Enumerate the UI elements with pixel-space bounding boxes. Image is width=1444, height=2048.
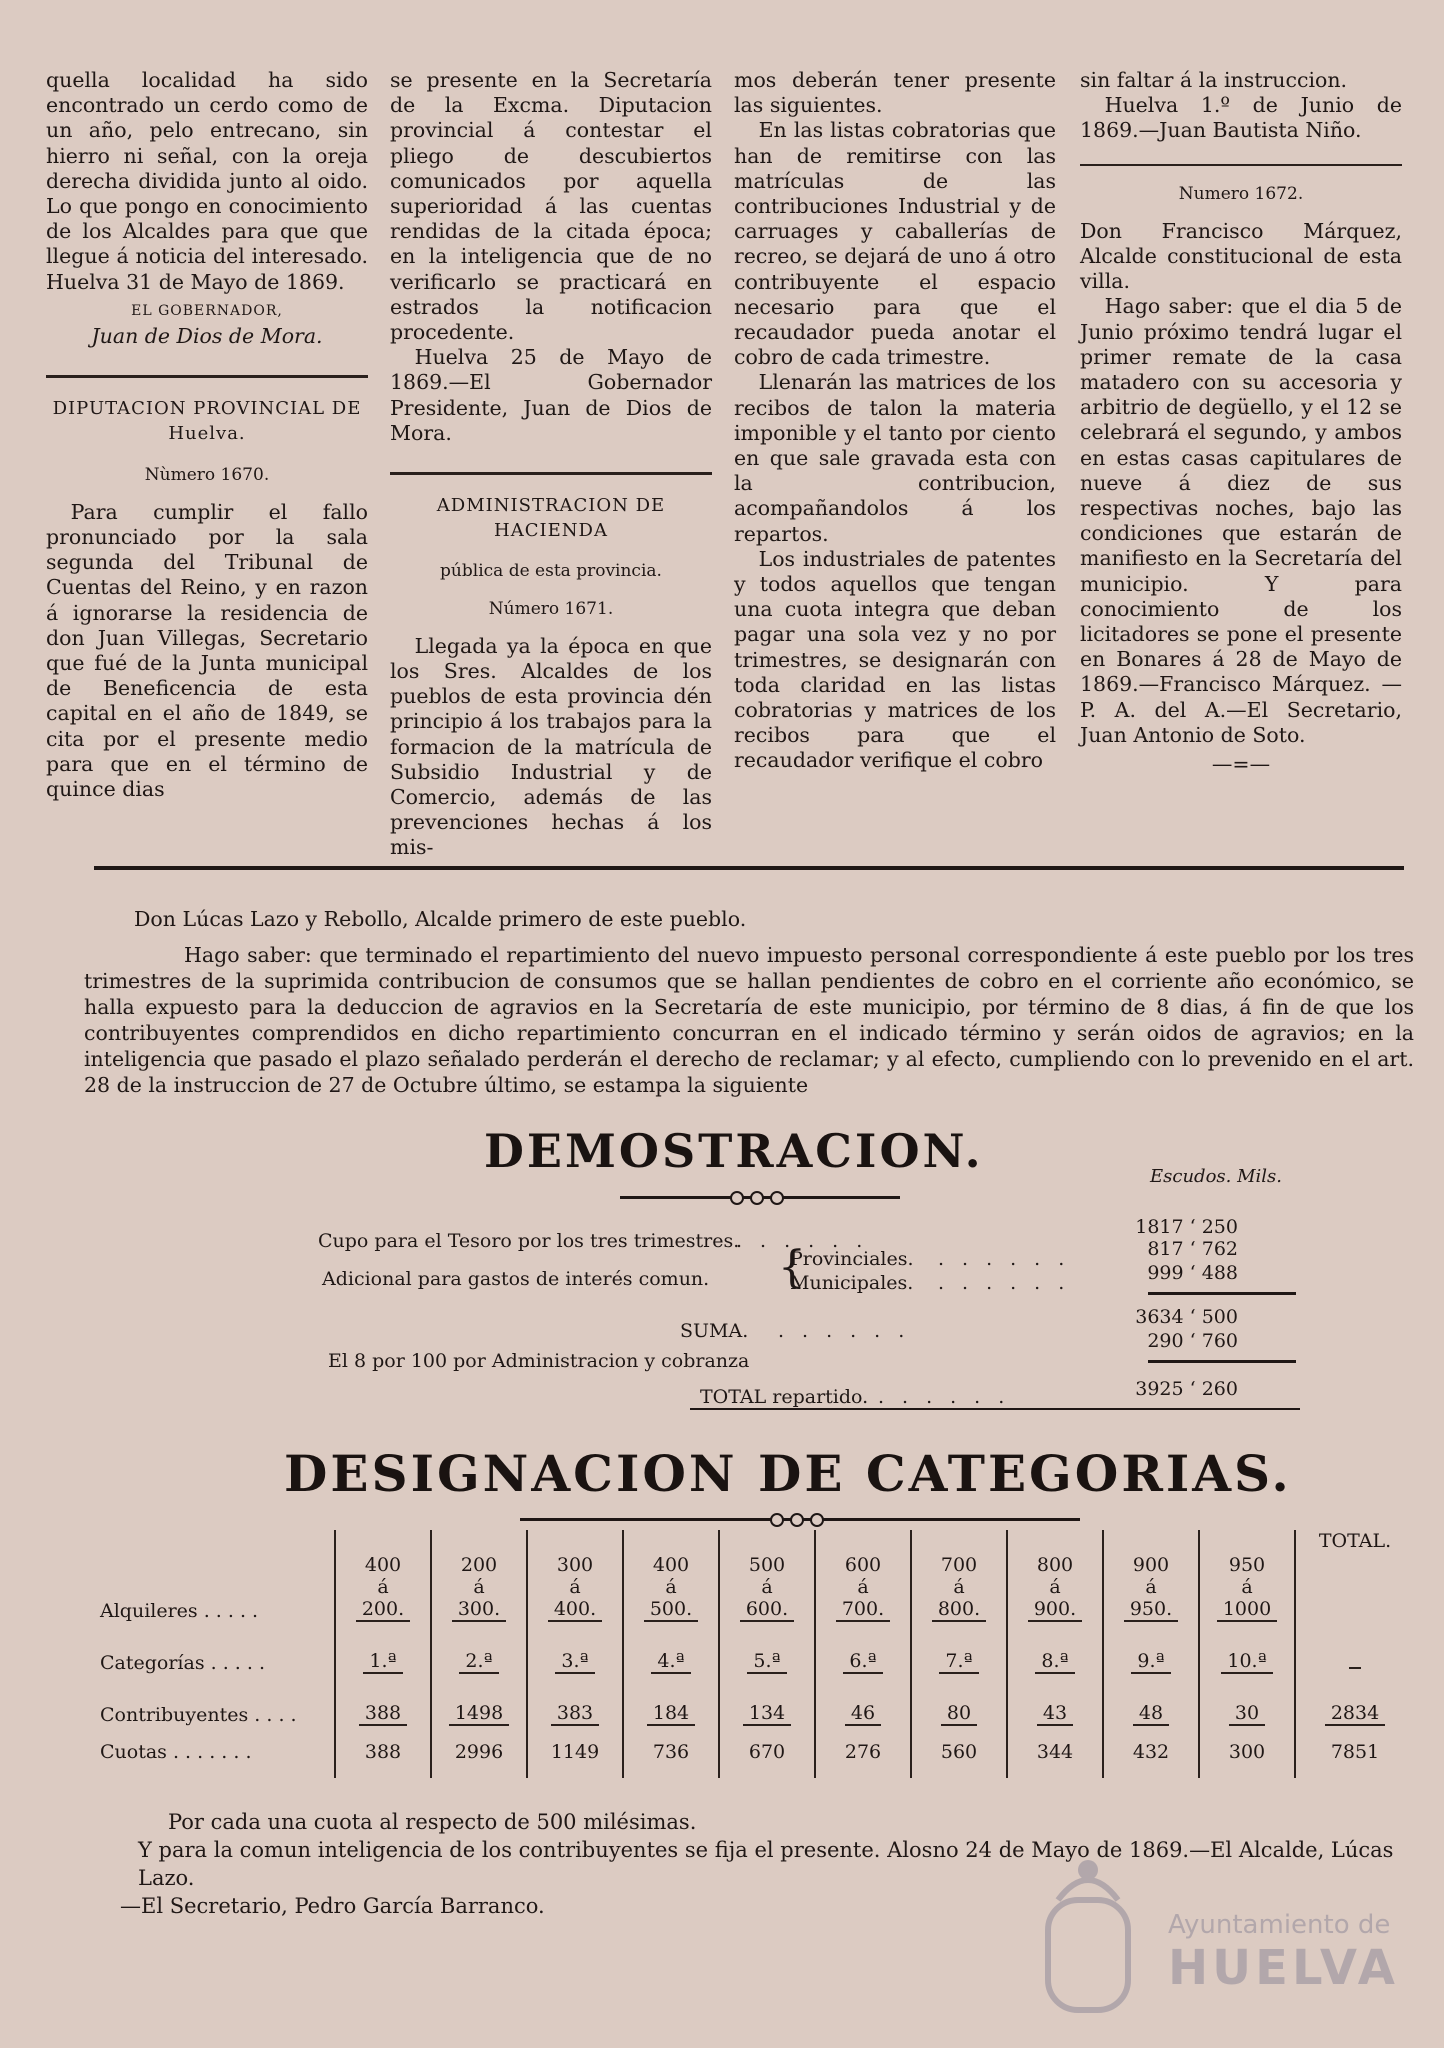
- category-value: 2.ª: [459, 1650, 498, 1674]
- row-total-dots: ......: [878, 1386, 1023, 1408]
- cuotas-total: 7851: [1295, 1726, 1414, 1778]
- range-a: á: [1145, 1576, 1157, 1598]
- contribuyentes-value: 184: [647, 1702, 695, 1726]
- contribuyentes-value: 383: [551, 1702, 599, 1726]
- contribuyentes-value: 134: [743, 1702, 791, 1726]
- units-header: Escudos. Mils.: [1150, 1166, 1282, 1187]
- range-cell: [335, 1530, 431, 1622]
- col4-paragraph-3: Don Francisco Márquez, Alcalde constitucional de esta villa.: [1080, 218, 1402, 294]
- range-from: 400: [364, 1554, 402, 1576]
- watermark-line-2: HUELVA: [1168, 1940, 1399, 1996]
- col1-number: Nùmero 1670.: [144, 464, 270, 485]
- col4-number: Numero 1672.: [1178, 183, 1304, 204]
- column-3: [734, 68, 1056, 774]
- row-municipales-value: 999 ‘ 488: [1147, 1262, 1238, 1284]
- range-to: 300.: [452, 1598, 506, 1622]
- col1-paragraph-1: quella localidad ha sido encontrado un cerdo como de un año, pelo entrecano, sin hierro ni señal, con la oreja derecha dividida junto al oido. Lo que pongo en conocimiento de los Alcaldes para que que llegue á noticia del interesado. Huelva 31 de Mayo de 1869.: [46, 68, 368, 294]
- category-cell: [335, 1622, 431, 1674]
- col1-signature-name: Juan de Dios de Mora.: [91, 324, 323, 349]
- row-municipales-label: Municipales.: [790, 1272, 914, 1294]
- footer-line-3: —El Secretario, Pedro García Barranco.: [120, 1894, 545, 1918]
- col1-paragraph-2: Para cumplir el fallo pronunciado por la sala segunda del Tribunal de Cuentas del Reino, y en razon á ignorarse la residencia de don Juan Villegas, Secretario que fué de la Junta municipal de Beneficencia de esta capital en el año de 1849, se cita por el presente medio para que en el término de quince dias: [46, 499, 368, 802]
- contribuyentes-cell: [335, 1674, 431, 1726]
- category-value: 7.ª: [939, 1650, 978, 1674]
- contribuyentes-cell: [1103, 1674, 1199, 1726]
- range-to: 400.: [548, 1598, 602, 1622]
- watermark-line-1: Ayuntamiento de: [1168, 1910, 1391, 1940]
- range-cell: [1103, 1530, 1199, 1622]
- col3-paragraph-1: mos deberán tener presente las siguientes.: [734, 68, 1056, 118]
- contribuyentes-cell: [623, 1674, 719, 1726]
- categorias-table: [96, 1530, 1414, 1778]
- demostracion-ornament: [620, 1196, 900, 1199]
- category-cell: [719, 1622, 815, 1674]
- cuotas-value: 388: [335, 1726, 431, 1778]
- range-from: 950: [1228, 1554, 1266, 1576]
- contribuyentes-value: 43: [1037, 1702, 1073, 1726]
- category-value: 6.ª: [843, 1650, 882, 1674]
- row-cupo-label: Cupo para el Tesoro por los tres trimestres.: [318, 1230, 740, 1252]
- row-alquileres: [96, 1530, 1414, 1622]
- range-cell: [911, 1530, 1007, 1622]
- category-value: 8.ª: [1035, 1650, 1074, 1674]
- row-suma-value: 3634 ‘ 500: [1135, 1306, 1238, 1328]
- row-municipales-dots: ......: [938, 1272, 1083, 1294]
- category-cell: [431, 1622, 527, 1674]
- row-provinciales-value: 817 ‘ 762: [1147, 1238, 1238, 1260]
- contribuyentes-value: 48: [1133, 1702, 1169, 1726]
- range-a: á: [761, 1576, 773, 1598]
- contribuyentes-cell: [815, 1674, 911, 1726]
- category-value: 1.ª: [363, 1650, 402, 1674]
- col1-section-heading: DIPUTACION PROVINCIAL DE Huelva.: [52, 398, 362, 445]
- row-provinciales-label: Provinciales.: [790, 1248, 914, 1270]
- cuotas-value: 1149: [527, 1726, 623, 1778]
- range-to: 500.: [644, 1598, 698, 1622]
- row-label-categorias: Categorías . . . . .: [100, 1652, 265, 1674]
- row-label-cuotas: Cuotas . . . . . . .: [100, 1741, 252, 1763]
- range-from: 400: [652, 1554, 690, 1576]
- contribuyentes-cell: [431, 1674, 527, 1726]
- category-value: 4.ª: [651, 1650, 690, 1674]
- category-cell: [527, 1622, 623, 1674]
- notice-block: [84, 906, 1414, 1098]
- range-cell: [1007, 1530, 1103, 1622]
- contribuyentes-cell: [1007, 1674, 1103, 1726]
- notice-body: Hago saber: que terminado el repartimiento del nuevo impuesto personal correspondiente á este pueblo por los tres trimestres de la suprimida contribucion de consumos que se hallan pendientes de cobro en el corriente año económico, se halla expuesto para la deduccion de agravios en la Secretaría de este municipio, por término de 8 dias, á fin de que los contribuyentes comprendidos en dicho repartimiento concurran en el indicado término y serán oidos de agravios; en la inteligencia que pasado el plazo señalado perderán el derecho de reclamar; y al efecto, cumpliendo con lo prevenido en el art. 28 de la instruccion de 27 de Octubre último, se estampa la siguiente: [84, 943, 1414, 1097]
- category-total-blank: [1295, 1622, 1414, 1674]
- range-from: 700: [940, 1554, 978, 1576]
- range-a: á: [377, 1576, 389, 1598]
- col2-section-heading: ADMINISTRACION DE HACIENDA: [436, 495, 666, 542]
- col3-paragraph-3: Llenarán las matrices de los recibos de talon la materia imponible y el tanto por ciento en que sale gravada esta con la contribucion, acompañandolos á los repartos.: [734, 370, 1056, 546]
- sum-line: [1148, 1292, 1296, 1295]
- row-suma-dots: ......: [778, 1320, 923, 1342]
- col2-divider: [390, 472, 712, 475]
- column-2: [390, 68, 712, 861]
- demostracion-title: DEMOSTRACION.: [484, 1124, 984, 1178]
- contribuyentes-cell: [719, 1674, 815, 1726]
- category-cell: [1103, 1622, 1199, 1674]
- column-1: [46, 68, 368, 802]
- column-4: [1080, 68, 1402, 777]
- row-provinciales-dots: ......: [938, 1248, 1083, 1270]
- cuotas-value: 300: [1199, 1726, 1295, 1778]
- cuotas-value: 344: [1007, 1726, 1103, 1778]
- range-to: 600.: [740, 1598, 794, 1622]
- notice-heading: Don Lúcas Lazo y Rebollo, Alcalde primero de este pueblo.: [134, 907, 747, 931]
- range-cell: [1199, 1530, 1295, 1622]
- footer-line-1: Por cada una cuota al respecto de 500 milésimas.: [168, 1810, 697, 1834]
- col2-paragraph-3: Llegada ya la época en que los Sres. Alcaldes de los pueblos de esta provincia dén principio á los trabajos para la formacion de la matrícula de Subsidio Industrial y de Comercio, además de las prevenciones hechas á los mis-: [390, 633, 712, 860]
- category-value: 10.ª: [1221, 1650, 1272, 1674]
- col2-paragraph-1: se presente en la Secretaría de la Excma. Diputacion provincial á contestar el pliego de descubiertos comunicados por aquella superioridad á las cuentas rendidas de la citada época; en la inteligencia que de no verificarlo se practicará en estrados la notificacion procedente.: [390, 68, 712, 345]
- row-label-alquileres: Alquileres . . . . .: [100, 1600, 259, 1622]
- range-a: á: [665, 1576, 677, 1598]
- cuotas-value: 2996: [431, 1726, 527, 1778]
- range-to: 200.: [356, 1598, 410, 1622]
- contribuyentes-value: 46: [845, 1702, 881, 1726]
- category-cell: [815, 1622, 911, 1674]
- total-line: [1148, 1360, 1296, 1363]
- cuotas-value: 276: [815, 1726, 911, 1778]
- range-to: 900.: [1028, 1598, 1082, 1622]
- range-cell: [815, 1530, 911, 1622]
- range-from: 900: [1132, 1554, 1170, 1576]
- category-cell: [1007, 1622, 1103, 1674]
- section-separator: [94, 866, 1404, 870]
- range-from: 300: [556, 1554, 594, 1576]
- row-total-label: TOTAL repartido.: [700, 1386, 869, 1408]
- col4-paragraph-2: Huelva 1.º de Junio de 1869.—Juan Bautista Niño.: [1080, 93, 1402, 143]
- category-total-line: [1349, 1667, 1361, 1669]
- contribuyentes-value: 1498: [449, 1702, 509, 1726]
- range-a: á: [473, 1576, 485, 1598]
- cuotas-value: 560: [911, 1726, 1007, 1778]
- cuotas-value: 736: [623, 1726, 719, 1778]
- row-administracion-label: El 8 por 100 por Administracion y cobranza: [328, 1350, 750, 1372]
- contribuyentes-total-cell: [1295, 1674, 1414, 1726]
- row-label-contribuyentes: Contribuyentes . . . .: [100, 1704, 297, 1726]
- col2-subheading: pública de esta provincia.: [440, 561, 662, 582]
- row-categorias: [96, 1622, 1414, 1674]
- range-a: á: [569, 1576, 581, 1598]
- col4-paragraph-1: sin faltar á la instruccion.: [1080, 68, 1348, 92]
- col2-number: Número 1671.: [488, 598, 614, 619]
- row-cuotas: [96, 1726, 1414, 1778]
- col2-paragraph-2: Huelva 25 de Mayo de 1869.—El Gobernador Presidente, Juan de Dios de Mora.: [390, 345, 712, 445]
- row-cupo-value: 1817 ‘ 250: [1135, 1216, 1238, 1238]
- range-cell: [623, 1530, 719, 1622]
- row-cupo-dots: ......: [736, 1230, 881, 1252]
- total-header: TOTAL.: [1295, 1530, 1414, 1622]
- contribuyentes-cell: [1199, 1674, 1295, 1726]
- category-cell: [623, 1622, 719, 1674]
- range-from: 500: [748, 1554, 786, 1576]
- range-cell: [719, 1530, 815, 1622]
- col4-paragraph-4: Hago saber: que el dia 5 de Junio próximo tendrá lugar el primer remate de la casa matadero con su accesoria y arbitrio de degüello, y el 12 se celebrará el segundo, y ambos en estas casas capitulares de nueve á diez de sus respectivas noches, bajo las condiciones que estarán de manifiesto en la Secretaría del municipio. Y para conocimiento de los licitadores se pone el presente en Bonares á 28 de Mayo de 1869.—Francisco Márquez. —P. A. del A.—El Secretario, Juan Antonio de Soto.: [1080, 294, 1402, 747]
- contribuyentes-total: 2834: [1325, 1702, 1385, 1726]
- col1-divider: [46, 375, 368, 378]
- demostracion-bottom-line: [690, 1408, 1300, 1410]
- range-a: á: [857, 1576, 869, 1598]
- col4-end-mark: —=—: [1211, 752, 1271, 777]
- range-from: 200: [460, 1554, 498, 1576]
- category-cell: [1199, 1622, 1295, 1674]
- footer-line-2: Y para la comun inteligencia de los contribuyentes se fija el presente. Alosno 24 de Mayo de 1869.—El Alcalde, Lúcas Lazo.: [138, 1838, 1394, 1890]
- category-value: 9.ª: [1131, 1650, 1170, 1674]
- row-total-value: 3925 ‘ 260: [1135, 1378, 1238, 1400]
- range-to: 700.: [836, 1598, 890, 1622]
- range-to: 1000: [1217, 1598, 1277, 1622]
- col3-paragraph-2: En las listas cobratorias que han de remitirse con las matrículas de las contribuciones Industrial y de carruages y caballerías de recreo, se dejará de uno á otro contribuyente el espacio necesario para que el recaudador pueda anotar el cobro de cada trimestre.: [734, 118, 1056, 370]
- col3-paragraph-4: Los industriales de patentes y todos aquellos que tengan una cuota integra que deban pagar una sola vez y no por trimestres, se designarán con toda claridad en las listas cobratorias y matrices de los recibos para que el recaudador verifique el cobro: [734, 546, 1056, 773]
- range-a: á: [1241, 1576, 1253, 1598]
- watermark-logo: [1018, 1840, 1438, 2040]
- contribuyentes-cell: [911, 1674, 1007, 1726]
- contribuyentes-value: 30: [1229, 1702, 1265, 1726]
- contribuyentes-value: 388: [359, 1702, 407, 1726]
- crest-icon: [1018, 1840, 1158, 2040]
- range-cell: [527, 1530, 623, 1622]
- range-a: á: [953, 1576, 965, 1598]
- range-from: 800: [1036, 1554, 1074, 1576]
- category-cell: [911, 1622, 1007, 1674]
- col1-signature-title: EL GOBERNADOR,: [131, 302, 283, 319]
- row-administracion-value: 290 ‘ 760: [1147, 1330, 1238, 1352]
- col4-divider: [1080, 164, 1402, 166]
- range-cell: [431, 1530, 527, 1622]
- cuotas-value: 670: [719, 1726, 815, 1778]
- categorias-title: DESIGNACION DE CATEGORIAS.: [284, 1444, 1292, 1503]
- contribuyentes-value: 80: [941, 1702, 977, 1726]
- range-a: á: [1049, 1576, 1061, 1598]
- cuotas-value: 432: [1103, 1726, 1199, 1778]
- range-to: 800.: [932, 1598, 986, 1622]
- row-contribuyentes: [96, 1674, 1414, 1726]
- category-value: 3.ª: [555, 1650, 594, 1674]
- row-adicional-label: Adicional para gastos de interés comun.: [322, 1268, 710, 1290]
- categorias-ornament: [520, 1518, 1080, 1521]
- brace-icon: {: [778, 1242, 806, 1293]
- row-suma-label: SUMA.: [680, 1320, 749, 1342]
- category-value: 5.ª: [747, 1650, 786, 1674]
- range-to: 950.: [1124, 1598, 1178, 1622]
- contribuyentes-cell: [527, 1674, 623, 1726]
- range-from: 600: [844, 1554, 882, 1576]
